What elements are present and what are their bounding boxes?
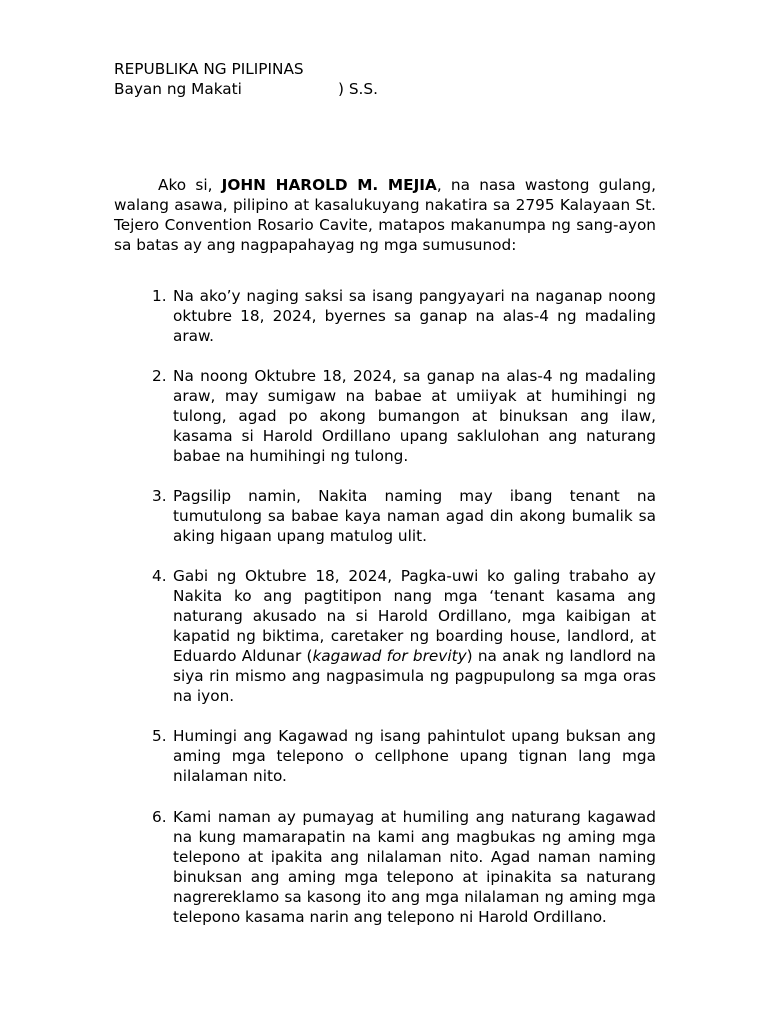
- list-item: [114, 566, 656, 706]
- item-number: 6.: [152, 808, 167, 826]
- list-item: [114, 286, 656, 346]
- affiant-name: JOHN HAROLD M. MEJIA: [221, 176, 437, 194]
- item-number: 3.: [152, 487, 167, 505]
- intro-prefix: Ako si,: [158, 176, 222, 194]
- venue-city: Bayan ng Makati: [114, 80, 242, 98]
- item-text: Humingi ang Kagawad ng isang pahintulot upang buksan ang aming mga telepono o cellphone upang tignan lang mga nilalaman nito.: [173, 727, 656, 785]
- intro-paragraph: [114, 175, 656, 255]
- list-item: [114, 486, 656, 546]
- item-text: Na ako’y naging saksi sa isang pangyayari na naganap noong oktubre 18, 2024, byernes sa ganap na alas-4 ng madaling araw.: [173, 287, 656, 345]
- list-item: [114, 366, 656, 466]
- item-text-start: Gabi ng Oktubre 18, 2024, Pagka-uwi ko galing trabaho ay Nakita ko ang pagtitipon nang mga ‘tenant kasama ang naturang akusado na si Harold Ordillano, mga kaibigan at kapatid ng biktima, caretaker ng boarding house, landlord, at Eduardo Aldunar (: [173, 567, 656, 665]
- intro-rest: , na nasa wastong gulang, walang asawa, pilipino at kasalukuyang nakatira sa 2795 Kalayaan St. Tejero Convention Rosario Cavite, matapos makanumpa ng sang-ayon sa batas ay ang nagpapahayag ng mga sumusunod:: [114, 176, 656, 254]
- item-text: Kami naman ay pumayag at humiling ang naturang kagawad na kung mamarapatin na kami ang magbukas ng aming mga telepono at ipakita ang nilalaman nito. Agad naman naming binuksan ang aming mga telepono at ipinakita sa naturang nagrereklamo sa kasong ito ang mga nilalaman ng aming mga telepono kasama narin ang telepono ni Harold Ordillano.: [173, 808, 656, 926]
- item-number: 5.: [152, 727, 167, 745]
- item-text: Na noong Oktubre 18, 2024, sa ganap na alas-4 ng madaling araw, may sumigaw na babae at umiiyak at humihingi ng tulong, agad po akong bumangon at binuksan ang ilaw, kasama si Harold Ordillano upang saklulohan ang naturang babae na humihingi ng tulong.: [173, 367, 656, 465]
- venue-line: [114, 79, 634, 99]
- item-number: 2.: [152, 367, 167, 385]
- republic-heading: REPUBLIKA NG PILIPINAS: [114, 60, 304, 78]
- list-item: [114, 726, 656, 786]
- item-number: 4.: [152, 567, 167, 585]
- item-text: Pagsilip namin, Nakita naming may ibang tenant na tumutulong sa babae kaya naman agad din akong bumalik sa aking higaan upang matulog ulit.: [173, 487, 656, 545]
- item-text-italic: kagawad for brevity: [312, 647, 467, 665]
- statement-list: [114, 286, 656, 927]
- document-header: [114, 59, 634, 99]
- item-number: 1.: [152, 287, 167, 305]
- list-item: [114, 807, 656, 927]
- venue-ss: ) S.S.: [338, 80, 378, 98]
- item-text-end: ) na anak ng landlord na siya rin mismo ang nagpasimula ng pagpupulong sa mga oras na iyon.: [173, 647, 656, 705]
